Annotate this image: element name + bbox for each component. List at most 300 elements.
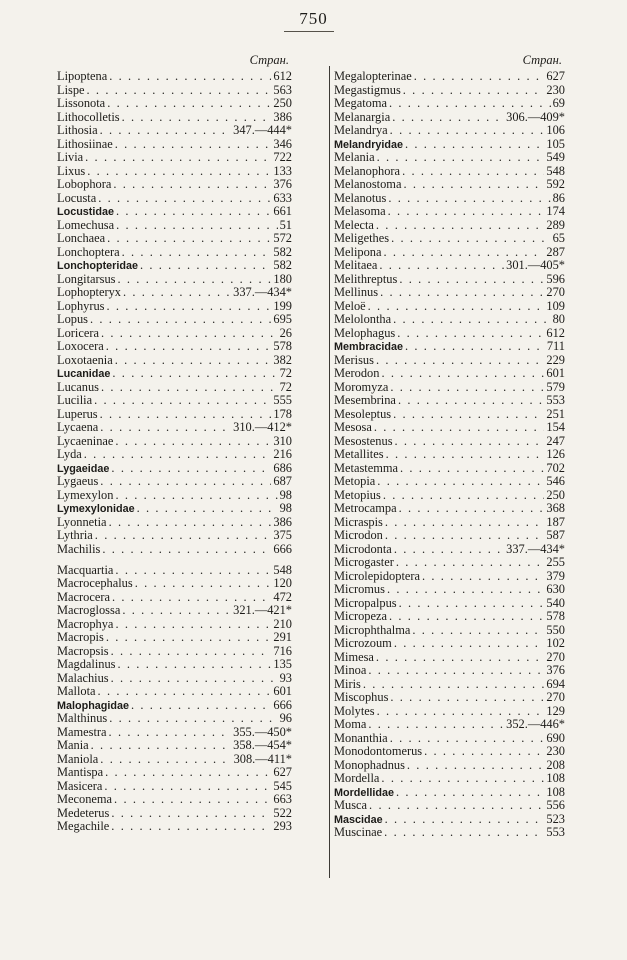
entry-name: Melithreptus [334, 272, 398, 286]
entry-name: Locusta [57, 191, 97, 205]
entry-page: 306.—409* [506, 110, 565, 124]
entry-page: 627 [546, 70, 565, 83]
index-entry [57, 739, 292, 753]
index-entry [57, 793, 292, 807]
entry-page: 627 [273, 766, 292, 779]
entry-page: 563 [273, 83, 292, 97]
dot-leader [115, 354, 272, 368]
index-entry [57, 286, 292, 300]
index-entry [334, 246, 565, 260]
entry-page: 596 [546, 272, 565, 286]
index-entry [57, 111, 292, 125]
dot-leader [101, 327, 278, 341]
entry-name: Minoa [334, 664, 367, 677]
entry-page: 93 [279, 671, 292, 685]
entry-name: Moma [334, 718, 367, 731]
entry-page: 208 [546, 758, 565, 772]
entry-page: 722 [273, 151, 292, 164]
dot-leader [137, 502, 278, 516]
entry-page: 553 [546, 826, 565, 839]
index-entry [57, 807, 292, 821]
index-entry [334, 799, 565, 813]
index-entry [57, 543, 292, 564]
entry-page: 522 [273, 806, 292, 820]
entry-name: Megastigmus [334, 83, 401, 97]
dot-leader [118, 658, 272, 672]
index-entry [57, 219, 292, 233]
entry-name: Lissonota [57, 97, 106, 110]
page-number: 750 [299, 9, 328, 28]
entry-name: Metopius [334, 488, 381, 502]
entry-name: Lopus [57, 313, 88, 326]
entry-page: 690 [546, 731, 565, 745]
index-entry [334, 570, 565, 584]
entry-name: Lithosia [57, 124, 98, 137]
entry-page: 382 [273, 353, 292, 367]
entry-name: Micropalpus [334, 596, 397, 610]
entry-page: 666 [273, 698, 292, 712]
entry-name: Miscophus [334, 691, 389, 704]
entry-name: Lygaeus [57, 475, 99, 488]
index-entry [334, 489, 565, 503]
dot-leader [118, 273, 272, 287]
index-entry [57, 685, 292, 699]
index-entry [57, 529, 292, 543]
dot-leader [123, 286, 231, 300]
dot-leader [403, 84, 545, 98]
index-entry [334, 340, 565, 354]
index-entry [57, 591, 292, 605]
entry-page: 555 [273, 394, 292, 407]
entry-page: 133 [273, 164, 292, 178]
entry-name: Lithocolletis [57, 110, 120, 124]
entry-page: 352.—446* [506, 718, 565, 731]
dot-leader [383, 489, 545, 503]
entry-page: 386 [273, 110, 292, 124]
entry-page: 548 [273, 563, 292, 577]
entry-name: Microzoum [334, 637, 392, 650]
entry-page: 376 [546, 664, 565, 677]
entry-page: 106 [546, 124, 565, 137]
entry-name: Medeterus [57, 806, 110, 820]
index-entry [334, 813, 565, 827]
index-entry [334, 705, 565, 719]
dot-leader [94, 394, 271, 408]
entry-page: 98 [279, 488, 292, 502]
dot-leader [389, 610, 544, 624]
dot-leader [379, 259, 504, 273]
dot-leader [87, 84, 272, 98]
index-entry [57, 246, 292, 260]
index-entry [57, 645, 292, 659]
dot-leader [376, 354, 544, 368]
entry-name: Mania [57, 739, 89, 752]
index-entry [334, 786, 565, 800]
entry-name: Mordellidae [334, 786, 394, 799]
dot-leader [377, 151, 545, 165]
index-entry [334, 745, 565, 759]
entry-name: Metrocampa [334, 502, 397, 515]
index-entry [334, 232, 565, 246]
entry-name: Melolontha [334, 313, 392, 326]
entry-name: Micraspis [334, 515, 383, 529]
entry-page: 548 [546, 164, 565, 178]
index-entry [57, 766, 292, 780]
dot-leader [385, 529, 545, 543]
index-entry [334, 637, 565, 651]
entry-name: Megatoma [334, 97, 387, 110]
entry-page: 229 [546, 353, 565, 367]
entry-page: 72 [279, 380, 292, 394]
index-entry [334, 192, 565, 206]
index-entry [57, 408, 292, 422]
entry-name: Melanargia [334, 110, 391, 124]
index-entry [334, 394, 565, 408]
entry-page: 308.—411* [233, 752, 292, 766]
entry-name: Melandryidae [334, 138, 404, 151]
entry-page: 154 [546, 421, 565, 434]
index-entry [57, 165, 292, 179]
dot-leader [369, 799, 544, 813]
entry-name: Longitarsus [57, 272, 116, 286]
index-entry [334, 597, 565, 611]
entry-page: 174 [546, 205, 565, 218]
entry-name: Metallites [334, 448, 384, 461]
index-entry [57, 300, 292, 314]
dot-leader [140, 259, 271, 273]
index-entry [57, 475, 292, 489]
entry-name: Meloë [334, 299, 366, 313]
entry-name: Lophopteryx [57, 286, 122, 299]
index-entry [334, 732, 565, 746]
index-entry [334, 691, 565, 705]
entry-name: Melasoma [334, 205, 386, 218]
entry-page: 549 [546, 151, 565, 164]
index-entry [334, 718, 565, 732]
entry-name: Lucanus [57, 380, 99, 394]
entry-page: 376 [273, 178, 292, 191]
index-entry [57, 232, 292, 246]
entry-name: Macroglossa [57, 604, 121, 617]
index-entry [57, 84, 292, 98]
index-entry [334, 97, 565, 111]
entry-page: 109 [546, 299, 565, 313]
entry-name: Mantispa [57, 766, 104, 779]
index-entry [57, 367, 292, 381]
entry-page: 210 [273, 617, 292, 631]
index-entry [334, 367, 565, 381]
entry-page: 582 [273, 259, 292, 272]
entry-page: 135 [273, 658, 292, 671]
entry-name: Macropis [57, 631, 104, 644]
entry-page: 375 [273, 529, 292, 542]
dot-leader [394, 543, 504, 557]
dot-leader [394, 637, 545, 651]
dot-leader [115, 564, 271, 578]
index-entry [57, 138, 292, 152]
entry-page: 230 [546, 745, 565, 758]
dot-leader [113, 178, 271, 192]
index-entry [334, 516, 565, 530]
dot-leader [90, 313, 271, 327]
dot-leader [388, 205, 545, 219]
index-entry [334, 354, 565, 368]
index-column-right [334, 50, 565, 840]
entry-name: Lispe [57, 83, 85, 97]
entry-name: Meligethes [334, 232, 390, 245]
dot-leader [387, 583, 544, 597]
entry-page: 582 [273, 245, 292, 259]
entry-page: 379 [546, 569, 565, 583]
dot-leader [100, 753, 231, 767]
entry-page: 187 [546, 515, 565, 529]
dot-leader [100, 475, 271, 489]
dot-leader [115, 489, 277, 503]
entry-name: Macrocephalus [57, 577, 133, 590]
entry-page: 523 [546, 812, 565, 826]
index-entry [334, 664, 565, 678]
entry-page: 247 [546, 434, 565, 448]
index-entry [334, 556, 565, 570]
entry-name: Macrophya [57, 617, 114, 631]
entry-name: Melanostoma [334, 178, 402, 191]
dot-leader [385, 516, 545, 530]
dot-leader [104, 780, 271, 794]
index-entry [57, 516, 292, 530]
entry-name: Miris [334, 677, 361, 691]
entry-page: 108 [546, 785, 565, 799]
entry-name: Melipona [334, 245, 382, 259]
index-entry [334, 678, 565, 692]
index-entry [334, 381, 565, 395]
dot-leader [100, 408, 272, 422]
entry-name: Melecta [334, 218, 374, 232]
entry-name: Lithosiinae [57, 137, 113, 151]
index-entry [57, 462, 292, 476]
dot-leader [393, 313, 550, 327]
entry-page: 287 [546, 245, 565, 259]
index-entry [334, 475, 565, 489]
entry-name: Melandrya [334, 124, 388, 137]
index-entry [57, 699, 292, 713]
entry-page: 105 [546, 137, 565, 151]
entry-name: Loricera [57, 326, 99, 340]
index-entry [334, 462, 565, 476]
entry-page: 386 [273, 515, 292, 529]
index-entry [57, 340, 292, 354]
entry-name: Melanophora [334, 164, 401, 178]
index-entry [334, 178, 565, 192]
entry-name: Microdon [334, 529, 383, 542]
entry-page: 601 [546, 367, 565, 380]
entry-page: 663 [273, 793, 292, 806]
index-entry [334, 286, 565, 300]
dot-leader [98, 685, 272, 699]
entry-page: 587 [546, 529, 565, 542]
entry-page: 129 [546, 704, 565, 718]
dot-leader [377, 475, 544, 489]
entry-name: Monophadnus [334, 758, 405, 772]
dot-leader [374, 421, 545, 435]
index-entry [57, 421, 292, 435]
entry-name: Melania [334, 151, 375, 164]
entry-page: 180 [273, 272, 292, 286]
entry-page: 716 [273, 644, 292, 658]
index-entry [334, 651, 565, 665]
dot-leader [412, 624, 544, 638]
entry-page: 612 [546, 326, 565, 340]
dot-leader [109, 516, 272, 530]
entry-page: 572 [273, 232, 292, 245]
dot-leader [390, 691, 544, 705]
index-entry [57, 780, 292, 794]
entry-page: 289 [546, 218, 565, 232]
dot-leader [380, 286, 544, 300]
dot-leader [390, 381, 544, 395]
dot-leader [400, 462, 544, 476]
entry-page: 666 [273, 542, 292, 556]
dot-leader [115, 618, 271, 632]
entry-page: 556 [546, 799, 565, 812]
index-entry [57, 502, 292, 516]
dot-leader [109, 70, 271, 84]
dot-leader [109, 726, 232, 740]
entry-page: 630 [546, 583, 565, 596]
entry-page: 255 [546, 556, 565, 569]
entry-name: Macquartia [57, 563, 114, 577]
entry-page: 546 [546, 475, 565, 488]
entry-page: 578 [546, 610, 565, 623]
dot-leader [111, 462, 271, 476]
index-entry [57, 489, 292, 503]
dot-leader [393, 408, 544, 422]
entry-name: Metopia [334, 475, 376, 488]
entry-page: 108 [546, 772, 565, 785]
index-entry-list [57, 70, 292, 834]
dot-leader [376, 219, 545, 233]
index-entry [57, 124, 292, 138]
entry-page: 553 [546, 394, 565, 407]
entry-name: Musca [334, 799, 368, 812]
index-entry [57, 313, 292, 327]
index-entry [57, 726, 292, 740]
page-number-rule [284, 31, 334, 32]
entry-name: Lymexylonidae [57, 503, 135, 515]
entry-name: Micropeza [334, 610, 387, 623]
index-entry [334, 759, 565, 773]
dot-leader [402, 165, 544, 179]
entry-page: 612 [273, 70, 292, 83]
entry-page: 545 [273, 779, 292, 793]
entry-name: Lophyrus [57, 299, 105, 313]
entry-name: Micromus [334, 583, 385, 596]
dot-leader [368, 300, 545, 314]
entry-page: 550 [546, 623, 565, 637]
entry-name: Machilis [57, 542, 101, 556]
entry-name: Lonchoptera [57, 245, 120, 259]
index-entry [334, 259, 565, 273]
entry-page: 102 [546, 637, 565, 650]
dot-leader [111, 672, 278, 686]
dot-leader [107, 97, 271, 111]
entry-page: 178 [273, 407, 292, 421]
entry-name: Lomechusa [57, 218, 115, 232]
column-header: Стран. [249, 53, 289, 67]
dot-leader [95, 529, 272, 543]
dot-leader [135, 577, 272, 591]
index-entry [57, 178, 292, 192]
entry-page: 321.—421* [233, 604, 292, 617]
entry-name: Megachile [57, 820, 110, 833]
entry-name: Lyonnetia [57, 515, 107, 529]
dot-leader [389, 97, 551, 111]
entry-name: Microphthalma [334, 623, 411, 637]
dot-leader [84, 448, 272, 462]
entry-page: 695 [273, 313, 292, 326]
index-entry [334, 448, 565, 462]
entry-page: 472 [273, 590, 292, 604]
dot-leader [399, 597, 545, 611]
entry-page: 310 [273, 434, 292, 448]
entry-name: Monodontomerus [334, 745, 423, 758]
dot-leader [381, 367, 544, 381]
entry-page: 578 [273, 340, 292, 353]
dot-leader [405, 138, 544, 152]
dot-leader [391, 232, 551, 246]
index-entry [57, 151, 292, 165]
entry-name: Lythria [57, 529, 93, 542]
index-entry [334, 529, 565, 543]
index-entry [334, 111, 565, 125]
entry-page: 250 [273, 97, 292, 110]
entry-name: Lonchaea [57, 232, 106, 245]
dot-leader [407, 759, 545, 773]
entry-name: Macrocera [57, 590, 110, 604]
entry-name: Merisus [334, 353, 374, 367]
dot-leader [390, 732, 545, 746]
index-entry [334, 70, 565, 84]
entry-name: Muscinae [334, 826, 383, 839]
entry-name: Lyda [57, 448, 82, 461]
index-entry [57, 577, 292, 591]
entry-page: 72 [279, 367, 292, 380]
entry-page: 687 [273, 475, 292, 488]
entry-name: Membracidae [334, 341, 404, 353]
index-entry-list [334, 70, 565, 840]
entry-page: 337.—434* [233, 286, 292, 299]
dot-leader [376, 651, 544, 665]
dot-leader [388, 192, 550, 206]
dot-leader [102, 543, 271, 557]
index-entry [57, 618, 292, 632]
dot-leader [122, 604, 231, 618]
dot-leader [106, 340, 272, 354]
entry-page: 216 [273, 448, 292, 461]
entry-page: 126 [546, 448, 565, 461]
entry-name: Meconema [57, 793, 113, 806]
dot-leader [368, 718, 504, 732]
index-entry [334, 502, 565, 516]
dot-leader [107, 300, 272, 314]
entry-page: 301.—405* [506, 259, 565, 272]
entry-name: Mellinus [334, 286, 379, 299]
entry-page: 702 [546, 461, 565, 475]
entry-page: 358.—454* [233, 739, 292, 752]
entry-page: 69 [552, 97, 565, 110]
entry-name: Metastemma [334, 461, 398, 475]
entry-page: 51 [279, 218, 292, 232]
index-entry [334, 624, 565, 638]
